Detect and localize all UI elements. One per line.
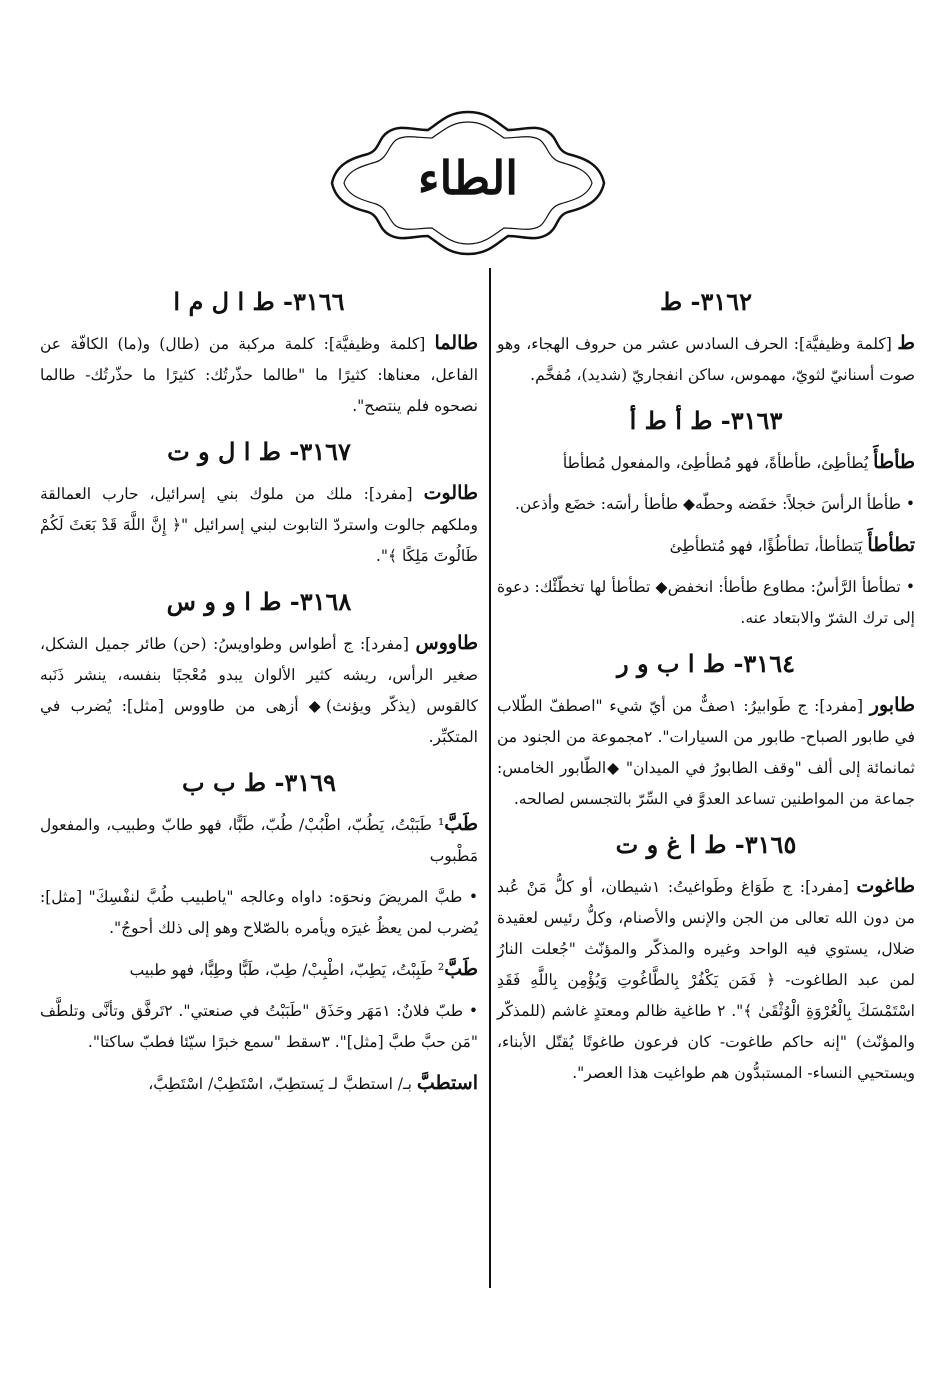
headword: استطبَّ xyxy=(416,1072,478,1094)
definition: [مفرد]: ج أطواس وطواويسُ: (حن) طائر جميل الشكل، صغير الرأس، ريشه كثير الألوان يبدو مُعْجبًا بنفسه، ينشر ذَنَبه كالقوس (يذكّر ويؤنث)◆ أزهى من طاووس [مثل]: يُضرب في المتكبِّر. xyxy=(40,635,478,746)
right-column xyxy=(497,282,915,1099)
entry-heading: ٣١٦٣- ط أ ط أ xyxy=(629,406,783,435)
headword: طاغوت xyxy=(856,875,915,897)
column-divider xyxy=(489,268,491,1288)
entry-paragraph xyxy=(40,809,478,872)
definition: ² طَبِبْتُ، يَطِبّ، اطْبِبْ/ طِبّ، طَبًّا وطِبًّا، فهو طبيب xyxy=(129,961,445,979)
definition: [مفرد]: ملك من ملوك بني إسرائيل، حارب العمالقة وملكهم جالوت واستردّ التابوت لبني إسرائيل "﴿ إِنَّ اللَّهَ قَدْ بَعَثَ لَكُمْ طَالُوتَ مَلِكًا ﴾". xyxy=(40,485,478,565)
definition: ¹ طَبَبْتُ، يَطُبّ، اطْبُبْ/ طُبّ، طَبًّا، فهو طابّ وطبيب، والمفعول مَطْبوب xyxy=(40,816,478,865)
entry-paragraph xyxy=(40,882,478,944)
entry-paragraph xyxy=(40,628,478,753)
definition: بـ/ استطبَّ لـ يَستطِبّ، اسْتَطِبْ/ اسْتَطِبَّ، xyxy=(148,1075,417,1093)
entry-heading: ٣١٦٤- ط ا ب و ر xyxy=(617,649,795,678)
entry-heading: ٣١٦٧- ط ا ل و ت xyxy=(167,437,351,466)
definition: [مفرد]: ج طَوابيرُ: ١صفٌّ من أيّ شيء "اصطفّ الطّلاب في طابور الصباح- طابور من السيارات". ٢مجموعة من الجنود من ثمانمائة إلى ألف "وقف الطابورُ في الميدان" ◆الطّابور الخامس: جماعة من المواطنين تساعد العدوَّ في السِّرّ بالتجسس لصالحه. xyxy=(497,697,915,808)
headword: طالوت xyxy=(423,482,478,504)
headword: طأطأَ xyxy=(873,451,915,473)
headword: طالما xyxy=(434,332,478,354)
definition: يَتطأطأ، تطأطُؤًا، فهو مُتطأطِئ xyxy=(669,537,868,555)
entry-paragraph xyxy=(497,690,915,815)
definition: • طبّ فلانٌ: ١مَهَر وحَذَق "طَبَبْتُ في صنعتي". ٢تَرفَّق وتأنَّى وتلطَّف "مَن حبَّ طبَّ [مثل]". ٣سقط "سمع خبرًا سيّئا فطبّ ساكتا". xyxy=(40,1002,478,1051)
definition: [كلمة وظيفيَّة]: كلمة مركبة من (طال) و(ما) الكافّة عن الفاعل، معناها: كثيرًا ما "طالما حذّرتُك: كثيرًا ما حذّرتُك- طالما نصحوه فلم ينتصح". xyxy=(40,335,478,415)
headword: طاووس xyxy=(415,632,478,654)
definition: يُطأطِئ، طأطأةً، فهو مُطأطِئ، والمفعول مُطأطأ xyxy=(562,454,874,472)
chapter-title: الطاء xyxy=(417,151,519,205)
definition: [كلمة وظيفيَّة]: الحرف السادس عشر من حروف الهجاء، وهو صوت أسنانيّ لثويّ، مهموس، ساكن انفجاريّ (شديد)، مُفخَّم. xyxy=(497,335,915,384)
headword: تطأطأَ xyxy=(867,534,915,556)
entry-paragraph xyxy=(497,530,915,562)
headword: طَبَّ xyxy=(444,958,478,980)
entry-paragraph xyxy=(40,954,478,986)
entry-paragraph xyxy=(497,572,915,634)
definition: • تطأطأ الرَّأسُ: مطاوع طأطأ: انخفض◆ تطأطأ لها تخطّئْك: دعوة إلى ترك الشرّ والابتعاد عنه. xyxy=(497,578,915,627)
entry-heading: ٣١٦٢- ط xyxy=(659,287,753,316)
headword: طابور xyxy=(869,694,915,716)
entry-paragraph xyxy=(40,328,478,422)
definition: [مفرد]: ج طَوَاغ وطَواغيتُ: ١شيطان، أو كلُّ مَنْ عُبد من دون الله تعالى من الجن والإنس والأصنام، وكلُّ رئيس لعقيدة ضلال، يستوي فيه الواحد وغيره والمذكّر والمؤنّث "جُعلت النارُ لمن عبد الطاغوت- ﴿ فَمَن يَكْفُرْ بِالطَّاغُوتِ وَيُؤْمِن بِاللَّهِ فَقَدِ اسْتَمْسَكَ بِالْعُرْوَةِ الْوُثْقَىٰ ﴾". ٢ طاغية ظالم ومعتدٍ غاشم (للمذكّر والمؤنّث) "إنه حاكم طاغوت- كان فرعون طاغوتًا يُقتّل الأبناء، ويستحيي النساء- المستبدُّون هم طواغيت هذا العصر". xyxy=(497,878,915,1082)
entry-paragraph xyxy=(497,489,915,520)
entry-heading: ٣١٦٥- ط ا غ و ت xyxy=(615,830,797,859)
definition: • طبَّ المريضَ ونحوَه: داواه وعالجه "ياطبيب طُبَّ لنفْسِكَ" [مثل]: يُضرب لمن يعظُ غيرَه ويأمره بالصّلاح وهو إلى ذلك أحوجُ". xyxy=(40,888,478,937)
entry-paragraph xyxy=(497,328,915,391)
entry-heading: ٣١٦٩- ط ب ب xyxy=(182,768,336,797)
headword: طَبَّ xyxy=(444,813,478,835)
left-column xyxy=(40,282,478,1110)
entry-paragraph xyxy=(497,447,915,479)
entry-paragraph xyxy=(40,478,478,572)
entry-paragraph xyxy=(40,1068,478,1100)
entry-paragraph xyxy=(497,871,915,1089)
entry-paragraph xyxy=(40,996,478,1058)
definition: • طأطأ الرأسَ خجلاً: خفَضه وحطّه◆ طأطأ رأسَه: خضَع وأذعن. xyxy=(514,495,915,513)
entry-heading: ٣١٦٦- ط ا ل م ا xyxy=(173,287,345,316)
headword: ط xyxy=(897,332,915,354)
entry-heading: ٣١٦٨- ط ا و و س xyxy=(166,587,352,616)
